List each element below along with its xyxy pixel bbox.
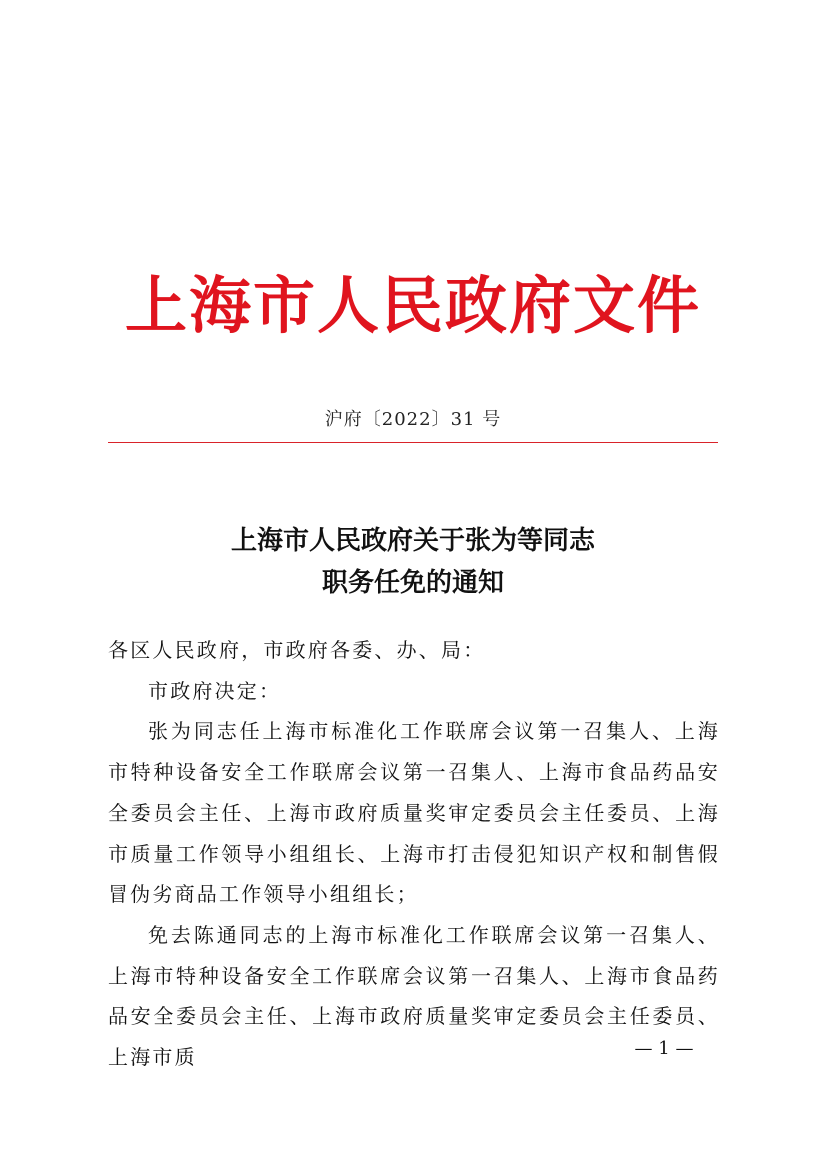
document-number: 沪府〔2022〕31 号 xyxy=(324,409,502,430)
document-body xyxy=(108,630,720,1078)
notice-title xyxy=(0,520,826,604)
appointment-paragraph: 张为同志任上海市标准化工作联席会议第一召集人、上海市特种设备安全工作联席会议第一召集人、上海市食品药品安全委员会主任、上海市政府质量奖审定委员会主任委员、上海市质量工作领导小组组长、上海市打击侵犯知识产权和制售假冒伪劣商品工作领导小组组长； xyxy=(108,719,720,907)
decision-intro: 市政府决定： xyxy=(148,678,282,703)
page-number: — 1 — xyxy=(634,1038,694,1059)
document-header-title: 上海市人民政府文件 xyxy=(124,269,701,342)
notice-title-line-1: 上海市人民政府关于张为等同志 xyxy=(230,526,595,556)
removal-paragraph: 免去陈通同志的上海市标准化工作联席会议第一召集人、上海市特种设备安全工作联席会议第一召集人、上海市食品药品安全委员会主任、上海市政府质量奖审定委员会主任委员、上海市质 xyxy=(108,922,720,1070)
notice-title-line-2: 职务任免的通知 xyxy=(321,568,504,598)
header-divider-line xyxy=(108,442,718,443)
salutation: 各区人民政府，市政府各委、办、局： xyxy=(108,638,486,662)
